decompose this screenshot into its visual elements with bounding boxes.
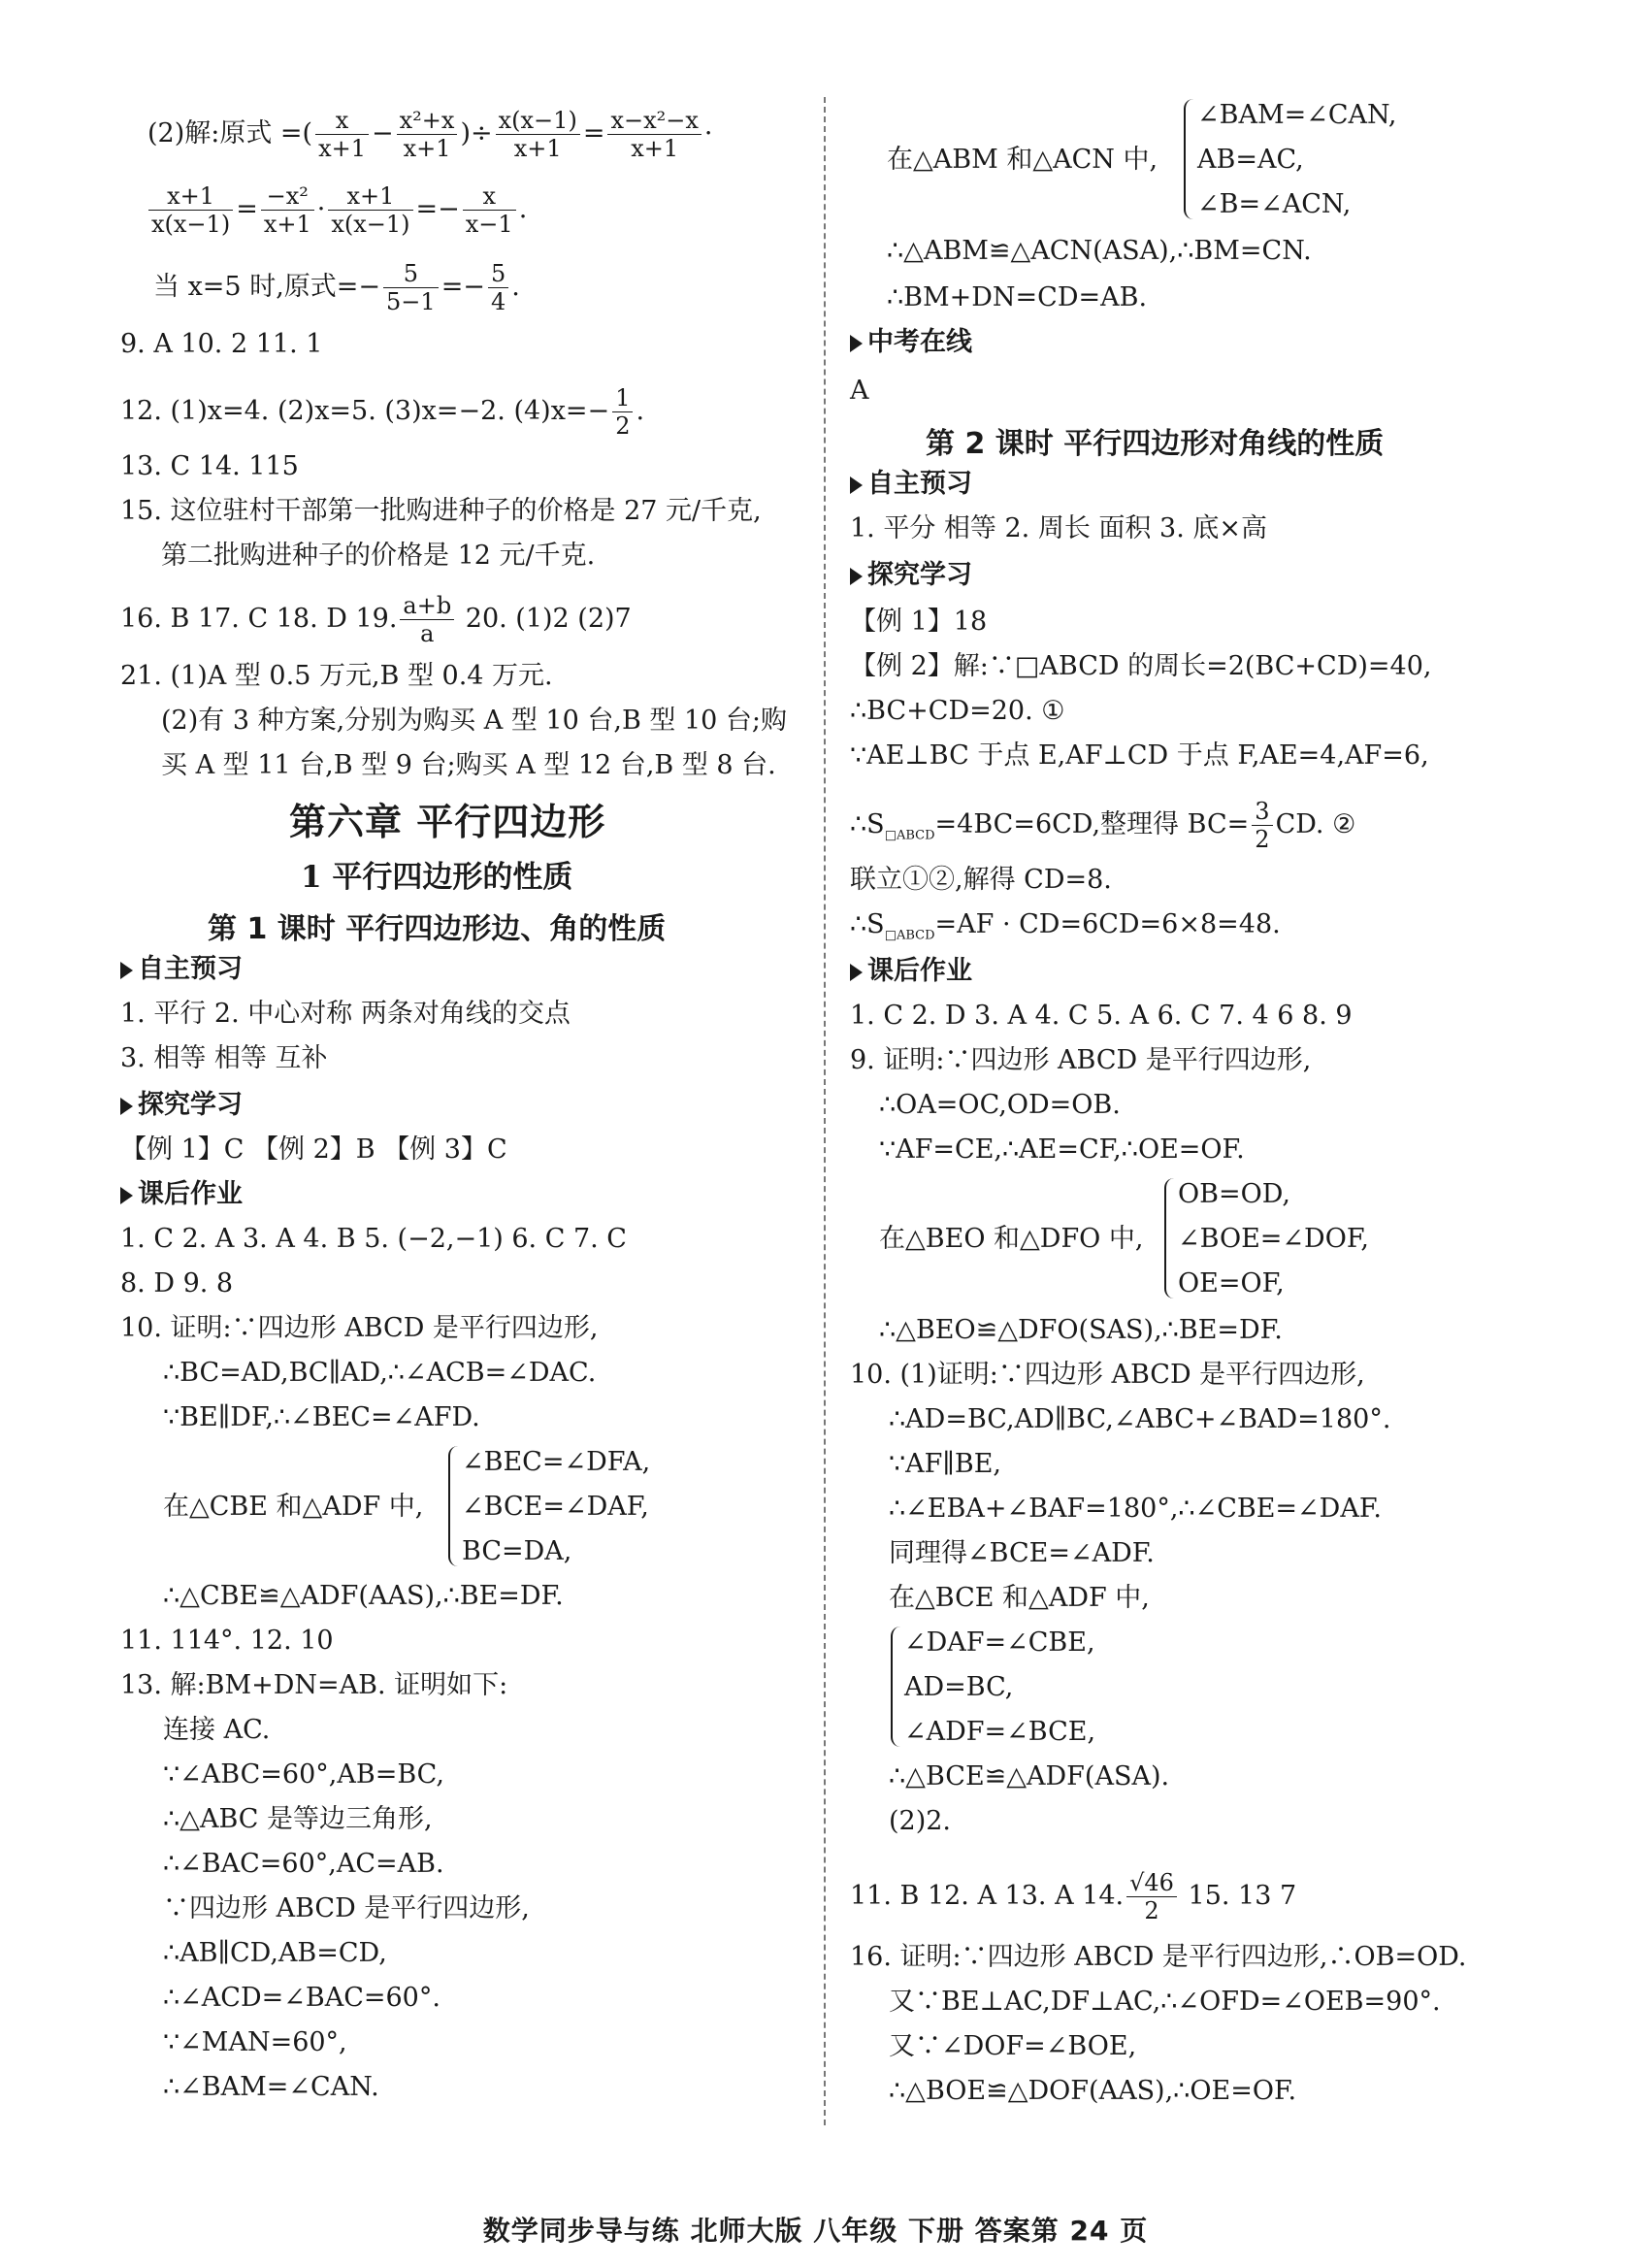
answer-line: ∴∠ACD=∠BAC=60°. — [163, 1983, 440, 2013]
answer-line: 又∵∠DOF=∠BOE, — [889, 2031, 1137, 2061]
answer-line: ∠BEC=∠DFA, — [462, 1447, 651, 1477]
answer-line: ∴AB∥CD,AB=CD, — [163, 1938, 387, 1968]
answer-line: 10. (1)证明:∵四边形 ABCD 是平行四边形, — [850, 1360, 1365, 1390]
answer-line: ∴BM+DN=CD=AB. — [887, 282, 1148, 312]
fraction: $\frac{\text{−x²}}{x+1}$ — [261, 182, 314, 238]
triangle-icon — [850, 335, 863, 352]
answer-line: 当 x=5 时,原式=− $\frac{5}{5-1}$ =− $\frac{5}{4}$ . — [153, 260, 520, 315]
fraction: $\frac{a+b}{a}$ — [400, 592, 454, 647]
section-heading: 课后作业 — [120, 1178, 243, 1211]
answer-line: 21. (1)A 型 0.5 万元,B 型 0.4 万元. — [120, 661, 553, 691]
answer-line: 12. (1)x=4. (2)x=5. (3)x=−2. (4)x=− $\frac{1}{2}$ . — [120, 384, 645, 440]
answer-line: ∵AE⊥BC 于点 E,AF⊥CD 于点 F,AE=4,AF=6, — [850, 740, 1429, 771]
answer-line: ∵∠MAN=60°, — [163, 2027, 347, 2057]
page-footer: 数学同步导与练 北师大版 八年级 下册 答案第 24 页 — [482, 2215, 1149, 2247]
fraction: $\frac{x+1}{x(x-1)}$ — [328, 182, 412, 238]
answer-line: 联立①②,解得 CD=8. — [850, 865, 1112, 895]
answer-line: ∠BOE=∠DOF, — [1178, 1224, 1369, 1254]
triangle-icon — [850, 964, 863, 981]
answer-line: 第二批购进种子的价格是 12 元/千克. — [161, 541, 596, 571]
lesson-title: 第 1 课时 平行四边形边、角的性质 — [208, 912, 667, 946]
answer-line: 3. 相等 相等 互补 — [120, 1043, 328, 1073]
answer-line: ∠B=∠ACN, — [1197, 189, 1352, 219]
section-title: 1 平行四边形的性质 — [301, 860, 573, 895]
answer-line: 8. D 9. 8 — [120, 1268, 234, 1298]
triangle-icon — [120, 962, 133, 979]
answer-line: ∴△BCE≌△ADF(ASA). — [889, 1761, 1170, 1791]
fraction: $\frac{\text{x²+x}}{x+1}$ — [397, 107, 458, 162]
answer-line: ∴AD=BC,AD∥BC,∠ABC+∠BAD=180°. — [889, 1404, 1391, 1434]
answer-line: 13. C 14. 115 — [120, 451, 299, 481]
answer-line: 【例 1】18 — [850, 607, 988, 637]
fraction: $\frac{x+1}{x(x-1)}$ — [148, 182, 233, 238]
section-heading: 中考在线 — [850, 326, 972, 359]
answer-line: OE=OF, — [1178, 1268, 1285, 1298]
answer-line: (2)有 3 种方案,分别为购买 A 型 10 台,B 型 10 台;购 — [161, 706, 787, 736]
lesson-title: 第 2 课时 平行四边形对角线的性质 — [926, 427, 1385, 461]
triangle-icon — [120, 1098, 133, 1115]
answer-line: ∴∠BAM=∠CAN. — [163, 2072, 379, 2102]
answer-line: ∵BE∥DF,∴∠BEC=∠AFD. — [163, 1402, 480, 1432]
brace — [891, 1627, 900, 1747]
fraction: $\frac{5}{4}$ — [488, 260, 508, 315]
section-heading: 自主预习 — [850, 468, 972, 501]
answer-line: 在△CBE 和△ADF 中, — [163, 1492, 424, 1522]
triangle-icon — [850, 568, 863, 585]
answer-line: ∴BC+CD=20. ① — [850, 696, 1065, 726]
answer-line: 11. B 12. A 13. A 14. $\frac{√46}{2}$ 15. 13 7 — [850, 1869, 1297, 1924]
triangle-icon — [120, 1187, 133, 1204]
answer-line: ∴△ABM≌△ACN(ASA),∴BM=CN. — [887, 236, 1312, 266]
answer-line: 16. B 17. C 18. D 19. $\frac{a+b}{a}$ 20. (1)2 (2)7 — [120, 592, 632, 647]
fraction: $\frac{1}{2}$ — [612, 384, 633, 440]
answer-line: ∠ADF=∠BCE, — [904, 1717, 1096, 1747]
answer-line: ∵∠ABC=60°,AB=BC, — [163, 1759, 444, 1790]
fraction: $\frac{\text{x−x²−x}}{x+1}$ — [607, 107, 701, 162]
answer-line: ∠DAF=∠CBE, — [904, 1627, 1095, 1658]
answer-line: ∴△BOE≌△DOF(AAS),∴OE=OF. — [889, 2076, 1297, 2106]
answer-line: 买 A 型 11 台,B 型 9 台;购买 A 型 12 台,B 型 8 台. — [161, 750, 776, 780]
fraction: $\frac{5}{5-1}$ — [383, 260, 439, 315]
answer-line: 【例 2】解:∵□ABCD 的周长=2(BC+CD)=40, — [850, 651, 1432, 681]
answer-line: 15. 这位驻村干部第一批购进种子的价格是 27 元/千克, — [120, 496, 762, 526]
answer-line: ∵四边形 ABCD 是平行四边形, — [163, 1893, 530, 1923]
answer-line: 16. 证明:∵四边形 ABCD 是平行四边形,∴OB=OD. — [850, 1942, 1467, 1972]
answer-line: (2)解:原式 =( $\frac{x}{x+1}$ − $\frac{\text{x²+x}}{x+1}$ )÷ $\frac{x(x-1)}{x+1}$ = $\frac{\text{x−x²−x}}{x+1}$ · — [147, 107, 713, 162]
answer-line: 13. 解:BM+DN=AB. 证明如下: — [120, 1670, 508, 1700]
answer-line: 10. 证明:∵四边形 ABCD 是平行四边形, — [120, 1313, 599, 1343]
answer-line: (2)2. — [889, 1806, 952, 1836]
brace — [448, 1446, 458, 1566]
answer-line: 连接 AC. — [163, 1715, 271, 1745]
triangle-icon — [850, 477, 863, 494]
answer-line: ∴BC=AD,BC∥AD,∴∠ACB=∠DAC. — [163, 1358, 597, 1388]
answer-line: 11. 114°. 12. 10 — [120, 1626, 334, 1656]
answer-line: 9. A 10. 2 11. 1 — [120, 329, 323, 359]
answer-line: 在△ABM 和△ACN 中, — [887, 145, 1158, 175]
answer-line: ∵AF=CE,∴AE=CF,∴OE=OF. — [879, 1134, 1245, 1165]
answer-line: A — [850, 376, 869, 406]
answer-line: ∠BCE=∠DAF, — [462, 1492, 649, 1522]
section-heading: 课后作业 — [850, 955, 972, 988]
answer-line: $\therefore S_{□ABCD}=4BC=6CD$,整理得 BC= $\frac{3}{2}$ CD. ② — [850, 798, 1356, 853]
fraction: $\frac{x}{x-1}$ — [463, 182, 516, 238]
answer-line: 同理得∠BCE=∠ADF. — [889, 1538, 1155, 1568]
fraction: $\frac{3}{2}$ — [1252, 798, 1272, 853]
section-heading: 自主预习 — [120, 953, 243, 986]
brace — [1184, 99, 1193, 219]
fraction: $\frac{x(x-1)}{x+1}$ — [496, 107, 580, 162]
fraction: $\frac{√46}{2}$ — [1126, 1869, 1177, 1924]
answer-line: 又∵BE⊥AC,DF⊥AC,∴∠OFD=∠OEB=90°. — [889, 1987, 1441, 2017]
answer-line: 1. C 2. A 3. A 4. B 5. (−2,−1) 6. C 7. C — [120, 1224, 627, 1254]
brace — [1164, 1178, 1174, 1298]
answer-line: 1. C 2. D 3. A 4. C 5. A 6. C 7. 4 6 8. 9 — [850, 1001, 1353, 1031]
answer-line: 9. 证明:∵四边形 ABCD 是平行四边形, — [850, 1045, 1312, 1075]
answer-line: ∵AF∥BE, — [889, 1449, 1002, 1479]
answer-line: $\frac{x+1}{x(x-1)}$ = $\frac{\text{−x²}}{x+1}$ · $\frac{x+1}{x(x-1)}$ =− $\frac{x}{x-1}$ . — [146, 182, 527, 238]
answer-line: ∴OA=OC,OD=OB. — [879, 1090, 1121, 1120]
chapter-title: 第六章 平行四边形 — [289, 800, 606, 843]
answer-line: ∴△CBE≌△ADF(AAS),∴BE=DF. — [163, 1581, 564, 1611]
text: (2)解:原式 =( — [147, 118, 313, 148]
answer-line: ∠BAM=∠CAN, — [1197, 100, 1397, 130]
section-heading: 探究学习 — [850, 559, 972, 592]
column-divider — [824, 97, 826, 2125]
answer-line: $\therefore S_{□ABCD}=AF \cdot CD=6CD=6\times 8=48$. — [850, 909, 1281, 943]
answer-line: ∴△ABC 是等边三角形, — [163, 1804, 433, 1834]
answer-line: BC=DA, — [462, 1536, 572, 1566]
answer-line: AB=AC, — [1197, 145, 1304, 175]
answer-line: 【例 1】C 【例 2】B 【例 3】C — [120, 1134, 507, 1165]
answer-line: 在△BEO 和△DFO 中, — [879, 1224, 1144, 1254]
answer-line: 1. 平行 2. 中心对称 两条对角线的交点 — [120, 999, 571, 1029]
fraction: $\frac{x}{x+1}$ — [315, 107, 369, 162]
answer-line: ∴∠EBA+∠BAF=180°,∴∠CBE=∠DAF. — [889, 1494, 1382, 1524]
answer-line: OB=OD, — [1178, 1179, 1291, 1209]
answer-line: AD=BC, — [904, 1672, 1014, 1702]
answer-line: ∴∠BAC=60°,AC=AB. — [163, 1849, 444, 1879]
answer-line: 1. 平分 相等 2. 周长 面积 3. 底×高 — [850, 513, 1267, 543]
section-heading: 探究学习 — [120, 1089, 243, 1122]
answer-line: ∴△BEO≌△DFO(SAS),∴BE=DF. — [879, 1315, 1283, 1345]
answer-line: 在△BCE 和△ADF 中, — [889, 1583, 1150, 1613]
